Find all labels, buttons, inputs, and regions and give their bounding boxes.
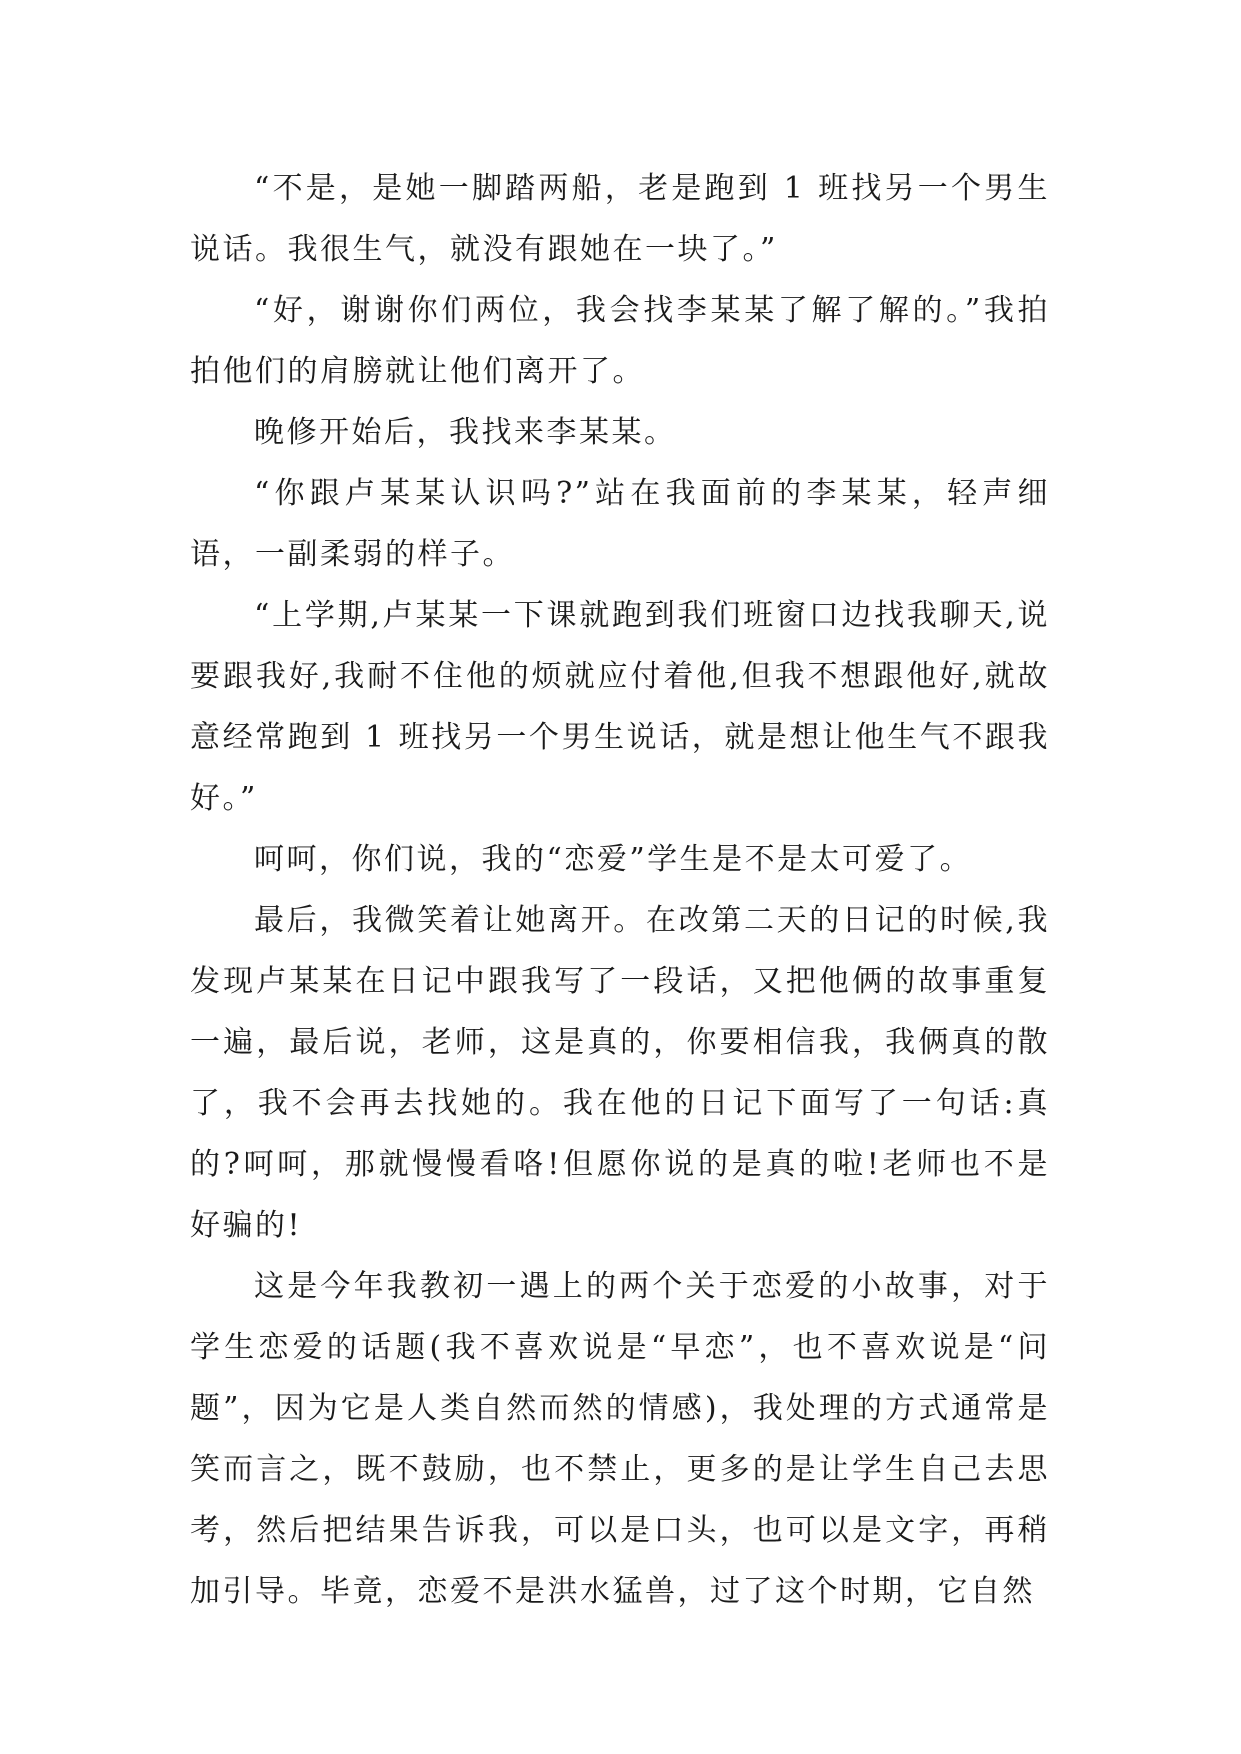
paragraph: “不是，是她一脚踏两船，老是跑到 1 班找另一个男生说话。我很生气，就没有跟她在一块了。” xyxy=(190,171,1050,267)
paragraph: “上学期,卢某某一下课就跑到我们班窗口边找我聊天,说要跟我好,我耐不住他的烦就应付着他,但我不想跟他好,就故意经常跑到 1 班找另一个男生说话，就是想让他生气不跟我好。” xyxy=(190,598,1050,816)
paragraph: 呵呵，你们说，我的“恋爱”学生是不是太可爱了。 xyxy=(254,842,973,877)
paragraph: “好，谢谢你们两位，我会找李某某了解了解的。”我拍拍他们的肩膀就让他们离开了。 xyxy=(190,293,1050,389)
paragraph: “你跟卢某某认识吗?”站在我面前的李某某，轻声细语，一副柔弱的样子。 xyxy=(190,476,1050,572)
paragraph: 这是今年我教初一遇上的两个关于恋爱的小故事，对于学生恋爱的话题(我不喜欢说是“早恋”，也不喜欢说是“问题”，因为它是人类自然而然的情感)，我处理的方式通常是笑而言之，既不鼓励，也不禁止，更多的是让学生自己去思考，然后把结果告诉我，可以是口头，也可以是文字，再稍加引导。毕竟，恋爱不是洪水猛兽，过了这个时期，它自然 xyxy=(190,1269,1050,1609)
document-body xyxy=(190,158,1050,1622)
paragraph: 最后，我微笑着让她离开。在改第二天的日记的时候,我发现卢某某在日记中跟我写了一段话，又把他俩的故事重复一遍，最后说，老师，这是真的，你要相信我，我俩真的散了，我不会再去找她的。我在他的日记下面写了一句话:真的?呵呵，那就慢慢看咯!但愿你说的是真的啦!老师也不是好骗的! xyxy=(190,903,1050,1243)
paragraph: 晚修开始后，我找来李某某。 xyxy=(254,415,677,450)
